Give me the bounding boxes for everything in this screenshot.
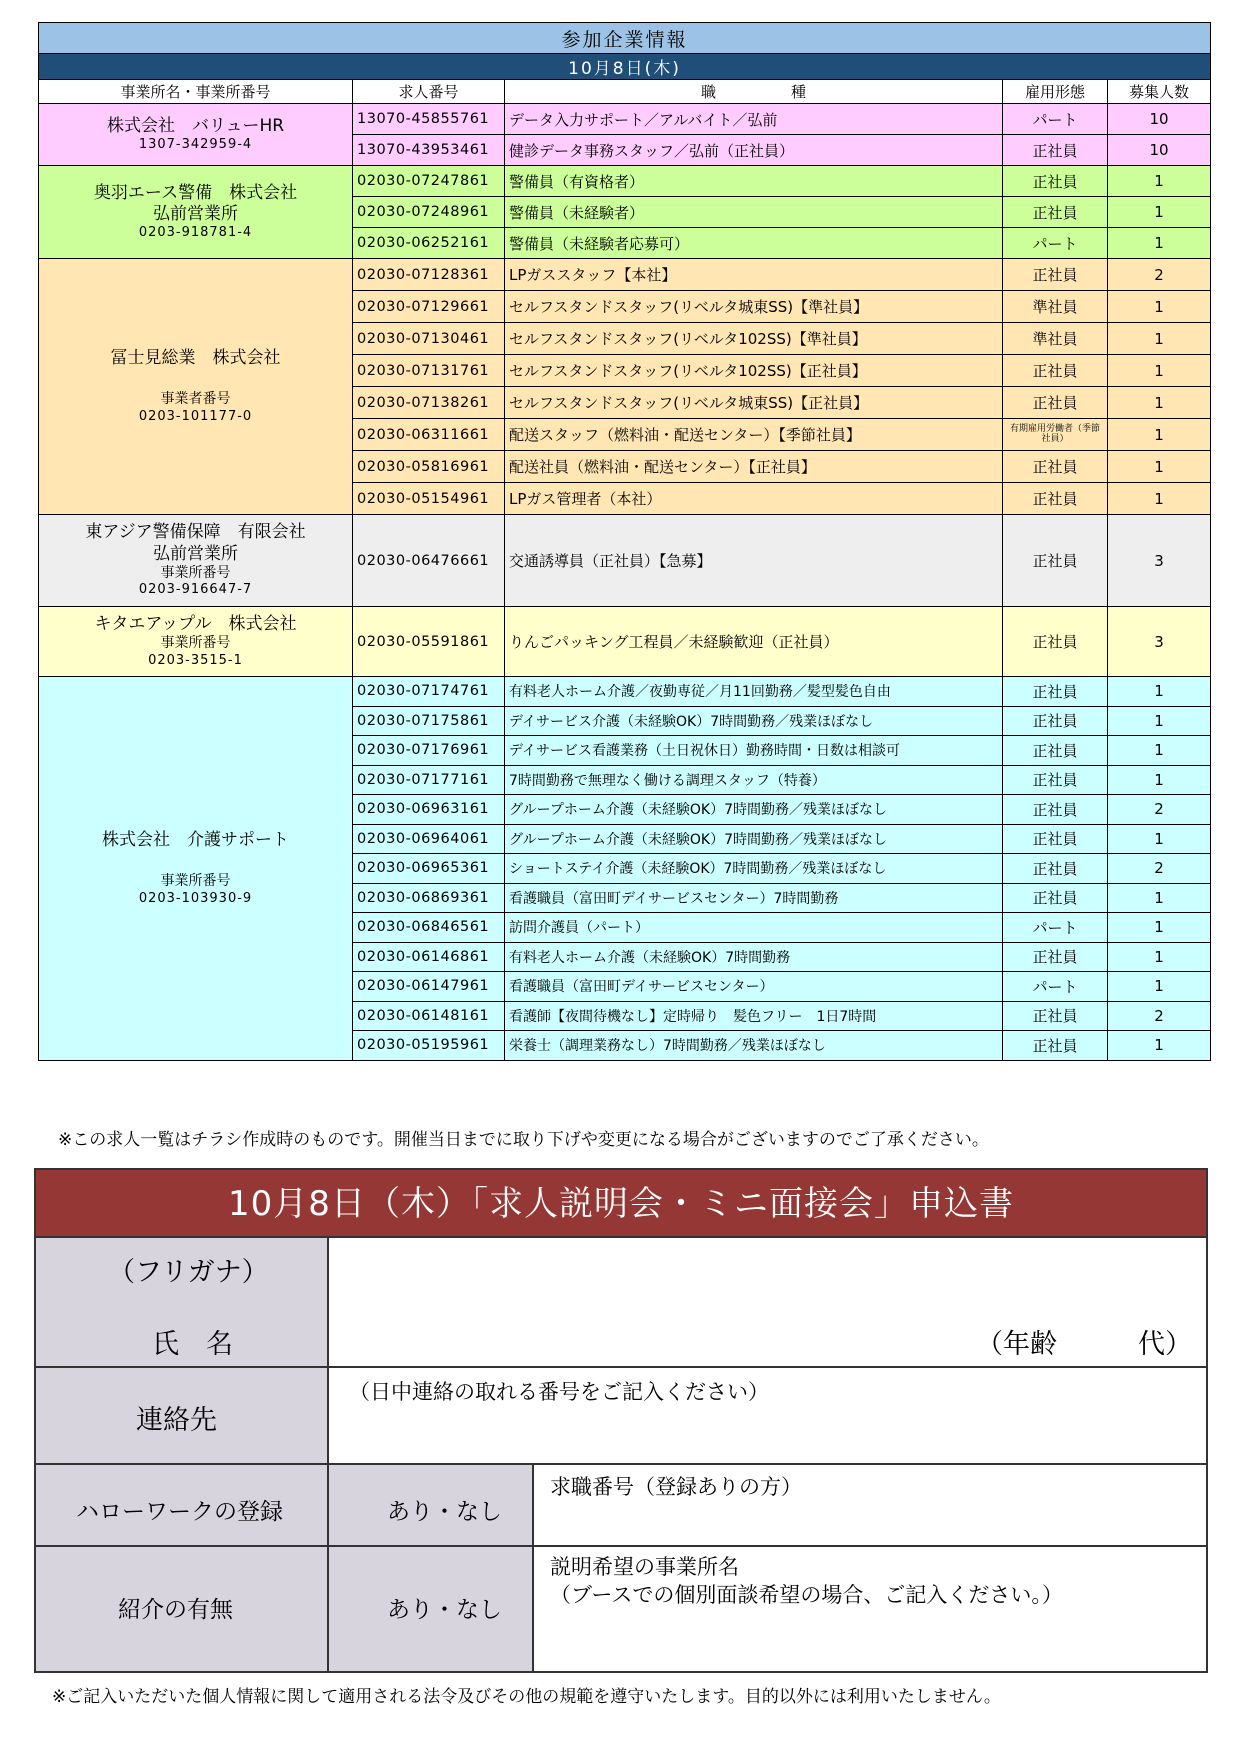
- job-number: 02030-05154961: [353, 483, 505, 515]
- openings-count: 1: [1108, 387, 1211, 419]
- company-id-label: 事業所番号: [160, 564, 231, 581]
- company-cell: [39, 515, 353, 607]
- header-job-title: 職 種: [505, 80, 1003, 104]
- job-number: 02030-07248961: [353, 197, 505, 228]
- contact-label: 連絡先: [136, 1405, 217, 1436]
- job-number: 02030-06869361: [353, 883, 505, 913]
- job-title: グループホーム介護（未経験OK）7時間勤務／残業ほぼなし: [505, 824, 1003, 854]
- job-number: 02030-06965361: [353, 854, 505, 884]
- job-number: 02030-07247861: [353, 166, 505, 197]
- employment-type: 正社員: [1003, 607, 1108, 677]
- contact-hint: （日中連絡の取れる番号をご記入ください）: [349, 1380, 769, 1404]
- hellowork-label: ハローワークの登録: [76, 1499, 283, 1525]
- openings-count: 1: [1108, 419, 1211, 451]
- job-title: セルフスタンドスタッフ(リベルタ102SS)【正社員】: [505, 355, 1003, 387]
- employment-type: 正社員: [1003, 765, 1108, 795]
- openings-count: 3: [1108, 607, 1211, 677]
- openings-count: 1: [1108, 197, 1211, 228]
- job-title: データ入力サポート／アルバイト／弘前: [505, 104, 1003, 135]
- company-cell: [39, 607, 353, 677]
- job-number: 02030-07174761: [353, 677, 505, 707]
- job-title: 警備員（未経験者応募可）: [505, 228, 1003, 259]
- openings-count: 1: [1108, 736, 1211, 766]
- openings-count: 1: [1108, 451, 1211, 483]
- company-id-label: 事業所番号: [160, 873, 231, 889]
- openings-count: 1: [1108, 483, 1211, 515]
- job-number: 02030-06476661: [353, 515, 505, 607]
- openings-count: 1: [1108, 942, 1211, 972]
- openings-count: 1: [1108, 677, 1211, 707]
- name-input-cell[interactable]: [329, 1238, 1206, 1368]
- company-cell: [39, 104, 353, 166]
- job-number: 02030-07131761: [353, 355, 505, 387]
- application-form: [34, 1168, 1208, 1673]
- employment-type: 正社員: [1003, 824, 1108, 854]
- job-number: 02030-06252161: [353, 228, 505, 259]
- referral-label: 紹介の有無: [118, 1597, 233, 1623]
- openings-count: 10: [1108, 135, 1211, 166]
- listing-disclaimer: ※この求人一覧はチラシ作成時のものです。開催当日までに取り下げや変更になる場合がございますのでご了承ください。: [58, 1130, 989, 1150]
- employment-type: パート: [1003, 104, 1108, 135]
- company-id-label: 事業所番号: [160, 635, 231, 652]
- header-company: 事業所名・事業所番号: [39, 80, 353, 104]
- company-name: 奥羽エース警備 株式会社: [93, 182, 298, 203]
- openings-count: 1: [1108, 765, 1211, 795]
- job-title: 健診データ事務スタッフ／弘前（正社員）: [505, 135, 1003, 166]
- openings-count: 1: [1108, 1031, 1211, 1061]
- employment-type: パート: [1003, 972, 1108, 1002]
- employment-type: 正社員: [1003, 135, 1108, 166]
- company-name: 弘前営業所: [153, 543, 238, 564]
- company-name: 株式会社 介護サポート: [102, 829, 289, 850]
- job-title: セルフスタンドスタッフ(リベルタ102SS)【準社員】: [505, 323, 1003, 355]
- job-number: 02030-05591861: [353, 607, 505, 677]
- contact-input-cell[interactable]: [329, 1368, 1206, 1465]
- company-name: 冨士見総業 株式会社: [110, 348, 281, 368]
- job-listing-body: [39, 104, 1211, 1061]
- job-number: 02030-05195961: [353, 1031, 505, 1061]
- job-number: 02030-07176961: [353, 736, 505, 766]
- job-number: 13070-43953461: [353, 135, 505, 166]
- job-title: 有料老人ホーム介護（未経験OK）7時間勤務: [505, 942, 1003, 972]
- desired-company-hint: （ブースでの個別面談希望の場合、ご記入ください。）: [550, 1583, 1063, 1607]
- openings-count: 1: [1108, 913, 1211, 943]
- company-id: 0203-3515-1: [148, 652, 243, 668]
- company-id-label: 事業者番号: [160, 391, 231, 408]
- openings-count: 1: [1108, 824, 1211, 854]
- company-name: 株式会社 バリューHR: [106, 115, 285, 136]
- employment-type: 正社員: [1003, 483, 1108, 515]
- hellowork-choice-cell[interactable]: [329, 1465, 534, 1547]
- employment-type: 有期雇用労働者（季節社員）: [1003, 419, 1108, 451]
- openings-count: 1: [1108, 166, 1211, 197]
- table-date: 10月8日(木): [39, 54, 1211, 80]
- job-title: セルフスタンドスタッフ(リベルタ城東SS)【準社員】: [505, 291, 1003, 323]
- openings-count: 2: [1108, 259, 1211, 291]
- employment-type: 正社員: [1003, 706, 1108, 736]
- job-title: 警備員（未経験者）: [505, 197, 1003, 228]
- job-title: りんごパッキング工程員／未経験歓迎（正社員）: [505, 607, 1003, 677]
- job-number: 02030-06147961: [353, 972, 505, 1002]
- job-title: 警備員（有資格者）: [505, 166, 1003, 197]
- openings-count: 1: [1108, 228, 1211, 259]
- employment-type: パート: [1003, 228, 1108, 259]
- openings-count: 3: [1108, 515, 1211, 607]
- table-row: [39, 166, 1211, 197]
- form-title: 10月8日（木）「求人説明会・ミニ面接会」申込書: [36, 1170, 1206, 1238]
- employment-type: 正社員: [1003, 677, 1108, 707]
- job-title: デイサービス介護（未経験OK）7時間勤務／残業ほぼなし: [505, 706, 1003, 736]
- job-title: 看護師【夜間待機なし】定時帰り 髪色フリー 1日7時間: [505, 1001, 1003, 1031]
- openings-count: 1: [1108, 972, 1211, 1002]
- employment-type: 正社員: [1003, 736, 1108, 766]
- job-title: 訪問介護員（パート）: [505, 913, 1003, 943]
- employment-type: 正社員: [1003, 1031, 1108, 1061]
- referral-label-cell: [36, 1547, 329, 1671]
- job-number: 02030-06963161: [353, 795, 505, 825]
- desired-company-cell[interactable]: [534, 1547, 1206, 1671]
- header-employment: 雇用形態: [1003, 80, 1108, 104]
- header-openings: 募集人数: [1108, 80, 1211, 104]
- openings-count: 1: [1108, 291, 1211, 323]
- privacy-note: ※ご記入いただいた個人情報に関して適用される法令及びその他の規範を遵守いたします。目的以外には利用いたしません。: [52, 1687, 1001, 1707]
- table-row: [39, 515, 1211, 607]
- table-row: [39, 259, 1211, 291]
- job-number: 02030-07130461: [353, 323, 505, 355]
- header-job-no: 求人番号: [353, 80, 505, 104]
- employment-type: パート: [1003, 913, 1108, 943]
- openings-count: 10: [1108, 104, 1211, 135]
- openings-count: 2: [1108, 854, 1211, 884]
- job-title: 配送スタッフ（燃料油・配送センター）【季節社員】: [505, 419, 1003, 451]
- job-number: 13070-45855761: [353, 104, 505, 135]
- job-number: 02030-05816961: [353, 451, 505, 483]
- company-cell: [39, 677, 353, 1061]
- openings-count: 2: [1108, 1001, 1211, 1031]
- referral-choice: あり・なし: [387, 1597, 502, 1623]
- job-number: 02030-07175861: [353, 706, 505, 736]
- openings-count: 1: [1108, 883, 1211, 913]
- job-title: 配送社員（燃料油・配送センター）【正社員】: [505, 451, 1003, 483]
- job-number: 02030-06311661: [353, 419, 505, 451]
- company-cell: [39, 259, 353, 515]
- referral-choice-cell[interactable]: [329, 1547, 534, 1671]
- employment-type: 正社員: [1003, 355, 1108, 387]
- job-number: 02030-07177161: [353, 765, 505, 795]
- employment-type: 正社員: [1003, 197, 1108, 228]
- company-id: 0203-103930-9: [138, 890, 253, 906]
- jobseeker-no-label: 求職番号（登録ありの方）: [550, 1475, 802, 1499]
- job-title: 有料老人ホーム介護／夜勤専従／月11回勤務／髪型髪色自由: [505, 677, 1003, 707]
- job-title: 看護職員（富田町デイサービスセンター）: [505, 972, 1003, 1002]
- openings-count: 1: [1108, 706, 1211, 736]
- company-id: 0203-101177-0: [138, 408, 253, 424]
- openings-count: 1: [1108, 355, 1211, 387]
- table-row: [39, 104, 1211, 135]
- company-name: 東アジア警備保障 有限会社: [85, 522, 306, 543]
- employment-type: 正社員: [1003, 1001, 1108, 1031]
- furigana-label: （フリガナ）: [108, 1257, 269, 1288]
- employment-type: 準社員: [1003, 291, 1108, 323]
- job-title: 7時間勤務で無理なく働ける調理スタッフ（特養）: [505, 765, 1003, 795]
- openings-count: 2: [1108, 795, 1211, 825]
- job-number: 02030-07129661: [353, 291, 505, 323]
- job-number: 02030-07138261: [353, 387, 505, 419]
- employment-type: 正社員: [1003, 166, 1108, 197]
- employment-type: 準社員: [1003, 323, 1108, 355]
- name-label: 氏 名: [152, 1329, 233, 1360]
- company-name: キタエアップル 株式会社: [94, 614, 297, 634]
- hellowork-label-cell: [36, 1465, 329, 1547]
- openings-count: 1: [1108, 323, 1211, 355]
- job-number: 02030-07128361: [353, 259, 505, 291]
- desired-company-label: 説明希望の事業所名: [550, 1555, 739, 1579]
- table-row: [39, 677, 1211, 707]
- job-title: 看護職員（富田町デイサービスセンター）7時間勤務: [505, 883, 1003, 913]
- company-cell: [39, 166, 353, 259]
- table-title: 参加企業情報: [39, 23, 1211, 54]
- employment-type: 正社員: [1003, 451, 1108, 483]
- job-number: 02030-06846561: [353, 913, 505, 943]
- company-id: 1307-342959-4: [138, 137, 253, 152]
- employment-type: 正社員: [1003, 854, 1108, 884]
- employment-type: 正社員: [1003, 942, 1108, 972]
- job-title: LPガススタッフ【本社】: [505, 259, 1003, 291]
- age-label: （年齢 代）: [976, 1329, 1192, 1360]
- hellowork-choice: あり・なし: [387, 1499, 502, 1525]
- job-title: LPガス管理者（本社）: [505, 483, 1003, 515]
- name-label-cell: [36, 1238, 329, 1368]
- employment-type: 正社員: [1003, 795, 1108, 825]
- employment-type: 正社員: [1003, 883, 1108, 913]
- company-name: 弘前営業所: [153, 203, 238, 224]
- job-title: 栄養士（調理業務なし）7時間勤務／残業ほぼなし: [505, 1031, 1003, 1061]
- company-id: 0203-918781-4: [138, 225, 253, 241]
- job-number: 02030-06964061: [353, 824, 505, 854]
- employment-type: 正社員: [1003, 387, 1108, 419]
- job-number: 02030-06146861: [353, 942, 505, 972]
- employment-type: 正社員: [1003, 515, 1108, 607]
- job-listing-table: [38, 22, 1211, 1061]
- job-title: セルフスタンドスタッフ(リベルタ城東SS)【正社員】: [505, 387, 1003, 419]
- job-number: 02030-06148161: [353, 1001, 505, 1031]
- table-row: [39, 607, 1211, 677]
- company-id: 0203-916647-7: [138, 582, 253, 598]
- job-title: デイサービス看護業務（土日祝休日）勤務時間・日数は相談可: [505, 736, 1003, 766]
- contact-label-cell: [36, 1368, 329, 1465]
- job-title: グループホーム介護（未経験OK）7時間勤務／残業ほぼなし: [505, 795, 1003, 825]
- employment-type: 正社員: [1003, 259, 1108, 291]
- jobseeker-no-cell[interactable]: [534, 1465, 1206, 1547]
- job-title: ショートステイ介護（未経験OK）7時間勤務／残業ほぼなし: [505, 854, 1003, 884]
- job-title: 交通誘導員（正社員）【急募】: [505, 515, 1003, 607]
